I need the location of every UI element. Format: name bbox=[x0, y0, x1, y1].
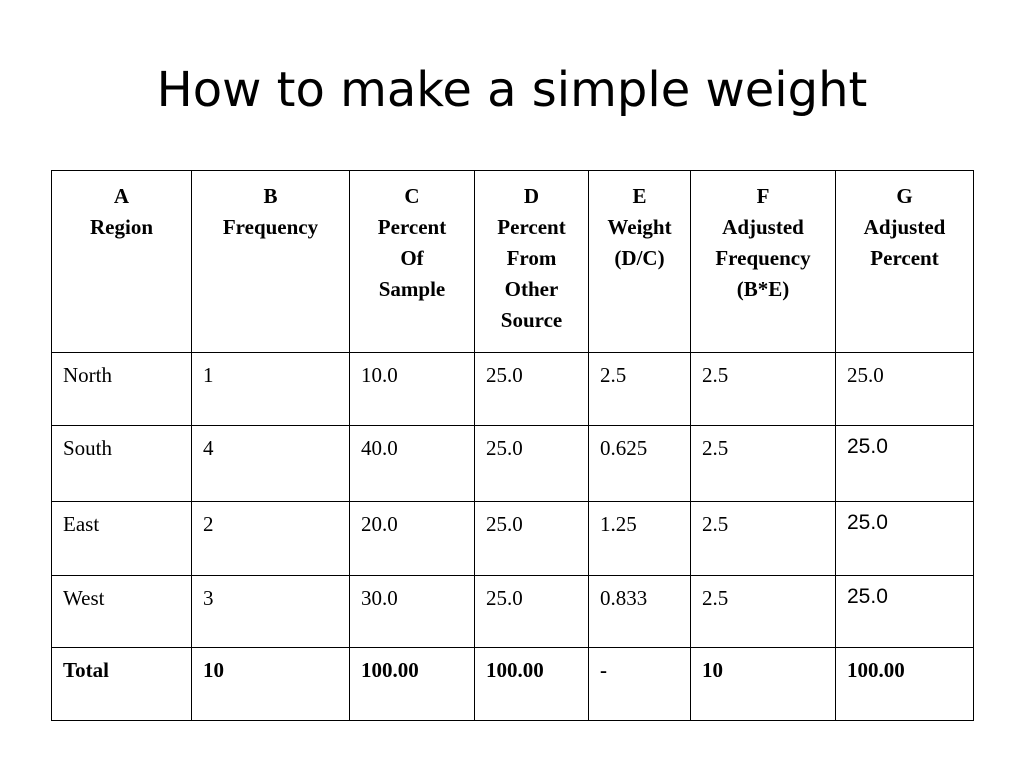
header-label: Of bbox=[400, 246, 424, 270]
header-letter: A bbox=[113, 184, 130, 208]
header-letter: D bbox=[523, 184, 540, 208]
header-cell-b bbox=[192, 171, 350, 353]
table-cell-region: West bbox=[52, 576, 192, 648]
table-cell-region: North bbox=[52, 353, 192, 426]
table-cell-adjusted-frequency: 10 bbox=[691, 648, 836, 721]
header-cell-d bbox=[475, 171, 589, 353]
header-cell-e bbox=[589, 171, 691, 353]
header-letter: F bbox=[756, 184, 770, 208]
table-cell-weight: 1.25 bbox=[589, 502, 691, 576]
header-label: Source bbox=[500, 308, 563, 332]
header-label: Frequency bbox=[222, 215, 319, 239]
table-cell-weight: - bbox=[589, 648, 691, 721]
table-cell-adjusted-frequency: 2.5 bbox=[691, 502, 836, 576]
table-cell-region: South bbox=[52, 426, 192, 502]
table-cell-percent-from-other-source: 25.0 bbox=[475, 576, 589, 648]
header-cell-f bbox=[691, 171, 836, 353]
table-cell-percent-of-sample: 30.0 bbox=[350, 576, 475, 648]
header-cell-c bbox=[350, 171, 475, 353]
header-letter: E bbox=[632, 184, 647, 208]
table-cell-percent-of-sample: 10.0 bbox=[350, 353, 475, 426]
table-cell-adjusted-percent: 25.0 bbox=[836, 576, 974, 648]
header-label: Region bbox=[90, 215, 153, 239]
table-cell-frequency: 10 bbox=[192, 648, 350, 721]
header-letter: C bbox=[404, 184, 420, 208]
header-label: Adjusted bbox=[722, 215, 804, 239]
header-letter: G bbox=[896, 184, 913, 208]
header-label: Percent bbox=[377, 215, 447, 239]
header-label: Adjusted bbox=[863, 215, 946, 239]
header-label: From bbox=[506, 246, 557, 270]
table-cell-adjusted-frequency: 2.5 bbox=[691, 353, 836, 426]
table-cell-percent-from-other-source: 25.0 bbox=[475, 353, 589, 426]
header-letter: B bbox=[263, 184, 278, 208]
table-cell-percent-from-other-source: 100.00 bbox=[475, 648, 589, 721]
header-label: (D/C) bbox=[614, 246, 665, 270]
table-cell-adjusted-percent: 25.0 bbox=[836, 502, 974, 576]
table-row-total bbox=[52, 648, 974, 721]
table-row-west bbox=[52, 576, 974, 648]
header-label: (B*E) bbox=[736, 277, 790, 301]
table-cell-percent-of-sample: 20.0 bbox=[350, 502, 475, 576]
table-cell-region: Total bbox=[52, 648, 192, 721]
header-label: Percent bbox=[870, 246, 939, 270]
table-cell-frequency: 4 bbox=[192, 426, 350, 502]
table-cell-frequency: 2 bbox=[192, 502, 350, 576]
table-row-north bbox=[52, 353, 974, 426]
weight-table bbox=[51, 170, 974, 721]
header-row bbox=[52, 171, 974, 353]
header-cell-g bbox=[836, 171, 974, 353]
header-label: Weight bbox=[607, 215, 672, 239]
table-row-east bbox=[52, 502, 974, 576]
table-cell-frequency: 3 bbox=[192, 576, 350, 648]
table-row-south bbox=[52, 426, 974, 502]
table-cell-adjusted-percent: 25.0 bbox=[836, 426, 974, 502]
table-cell-region: East bbox=[52, 502, 192, 576]
table-cell-adjusted-frequency: 2.5 bbox=[691, 576, 836, 648]
header-label: Sample bbox=[378, 277, 446, 301]
header-cell-a bbox=[52, 171, 192, 353]
table-cell-percent-of-sample: 40.0 bbox=[350, 426, 475, 502]
slide-title: How to make a simple weight bbox=[156, 62, 868, 118]
table-cell-weight: 0.833 bbox=[589, 576, 691, 648]
header-label: Frequency bbox=[715, 246, 811, 270]
header-label: Percent bbox=[497, 215, 566, 239]
table-cell-percent-of-sample: 100.00 bbox=[350, 648, 475, 721]
table-cell-weight: 0.625 bbox=[589, 426, 691, 502]
table-cell-adjusted-frequency: 2.5 bbox=[691, 426, 836, 502]
header-label: Other bbox=[504, 277, 559, 301]
table-cell-percent-from-other-source: 25.0 bbox=[475, 502, 589, 576]
table-cell-adjusted-percent: 25.0 bbox=[836, 353, 974, 426]
table-cell-weight: 2.5 bbox=[589, 353, 691, 426]
table-cell-adjusted-percent: 100.00 bbox=[836, 648, 974, 721]
table-cell-frequency: 1 bbox=[192, 353, 350, 426]
table-cell-percent-from-other-source: 25.0 bbox=[475, 426, 589, 502]
